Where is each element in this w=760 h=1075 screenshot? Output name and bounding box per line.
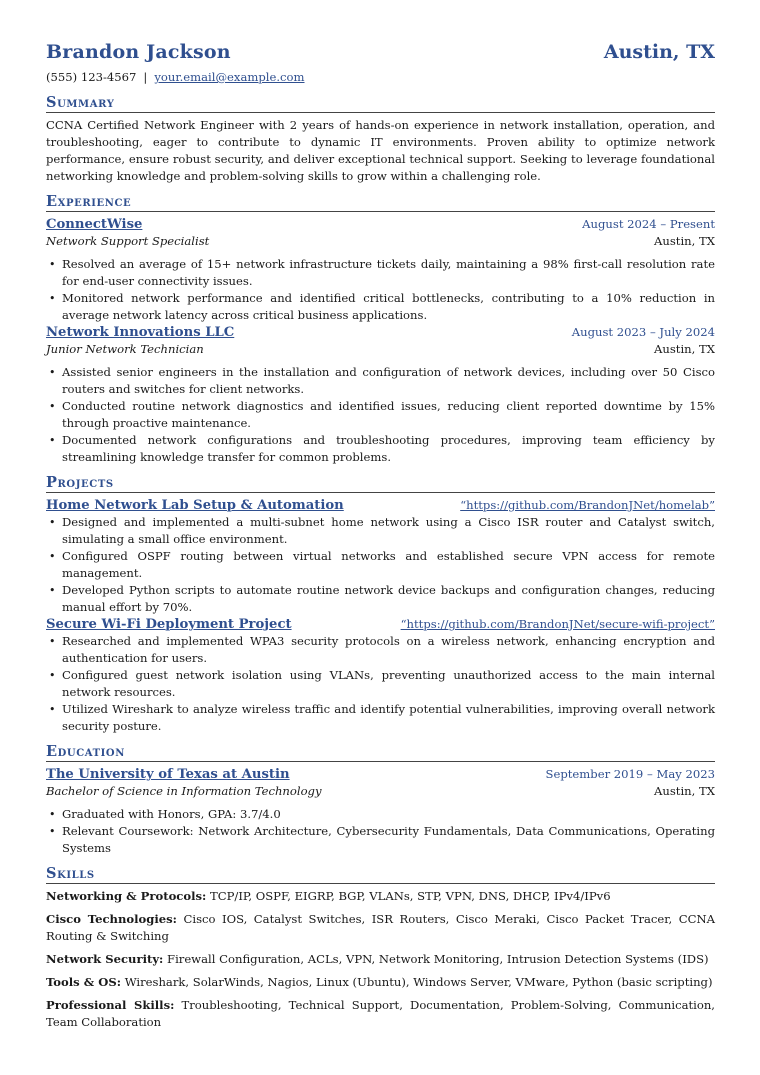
bullet-list [46, 514, 715, 616]
skill-values: Firewall Configuration, ACLs, VPN, Network Monitoring, Intrusion Detection Systems (IDS) [167, 952, 709, 966]
list-item: • Utilized Wireshark to analyze wireless traffic and identify potential vulnerabilities, improving overall network security posture. [46, 701, 715, 735]
list-item: • Developed Python scripts to automate routine network device backups and configuration changes, reducing manual effort by 70%. [46, 582, 715, 616]
project-entry-header [46, 497, 715, 514]
skill-row [46, 974, 715, 991]
bullet-list [46, 256, 715, 324]
contact-line [46, 69, 715, 86]
skill-category: Cisco Technologies: [46, 912, 177, 926]
school-name[interactable]: The University of Texas at Austin [46, 767, 290, 782]
project-link[interactable]: “https://github.com/BrandonJNet/secure-wifi-project” [400, 617, 715, 631]
skill-row [46, 911, 715, 945]
bullet-list [46, 633, 715, 735]
skill-row [46, 888, 715, 905]
project-entry [46, 497, 715, 616]
list-item: • Researched and implemented WPA3 security protocols on a wireless network, enhancing encryption and authentication for users. [46, 633, 715, 667]
skill-values: Cisco IOS, Catalyst Switches, ISR Routers, Cisco Meraki, Cisco Packet Tracer, CCNA Routing & Switching [46, 912, 715, 943]
education-entry-header [46, 766, 715, 783]
job-title: Junior Network Technician [46, 342, 204, 356]
header-location: Austin, TX [603, 41, 715, 63]
school-location: Austin, TX [654, 784, 715, 798]
project-entry-header [46, 616, 715, 633]
list-item: • Configured guest network isolation using VLANs, preventing unauthorized access to the main internal network resources. [46, 667, 715, 701]
list-item: • Conducted routine network diagnostics and identified issues, reducing client reported downtime by 15% through proactive maintenance. [46, 398, 715, 432]
list-item: • Documented network configurations and troubleshooting procedures, improving team efficiency by streamlining knowledge transfer for common problems. [46, 432, 715, 466]
project-entry [46, 616, 715, 735]
experience-entry-header [46, 216, 715, 233]
list-item: • Assisted senior engineers in the installation and configuration of network devices, including over 50 Cisco routers and switches for client networks. [46, 364, 715, 398]
experience-entry-subheader [46, 341, 715, 358]
project-link[interactable]: “https://github.com/BrandonJNet/homelab” [460, 498, 715, 512]
job-title: Network Support Specialist [46, 234, 210, 248]
skill-values: Troubleshooting, Technical Support, Documentation, Problem-Solving, Communication, Team Collaboration [46, 998, 715, 1029]
skill-row [46, 951, 715, 968]
education-entry [46, 766, 715, 857]
list-item: • Resolved an average of 15+ network infrastructure tickets daily, maintaining a 98% first-call resolution rate for end-user connectivity issues. [46, 256, 715, 290]
phone-number: (555) 123-4567 [46, 70, 137, 84]
job-location: Austin, TX [654, 342, 715, 356]
education-entry-subheader [46, 783, 715, 800]
job-location: Austin, TX [654, 234, 715, 248]
list-item: • Graduated with Honors, GPA: 3.7/4.0 [46, 806, 715, 823]
project-title[interactable]: Secure Wi-Fi Deployment Project [46, 617, 292, 632]
skill-values: TCP/IP, OSPF, EIGRP, BGP, VLANs, STP, VPN, DNS, DHCP, IPv4/IPv6 [210, 889, 611, 903]
list-item: • Relevant Coursework: Network Architecture, Cybersecurity Fundamentals, Data Communications, Operating Systems [46, 823, 715, 857]
skill-category: Networking & Protocols: [46, 889, 207, 903]
resume-page [46, 40, 715, 1037]
project-title[interactable]: Home Network Lab Setup & Automation [46, 498, 344, 513]
section-title-projects: Projects [46, 474, 715, 493]
email-link[interactable]: your.email@example.com [154, 70, 305, 84]
employment-dates: August 2024 – Present [582, 217, 715, 231]
skill-category: Professional Skills: [46, 998, 175, 1012]
education-dates: September 2019 – May 2023 [545, 767, 715, 781]
resume-header [46, 40, 715, 64]
summary-text: CCNA Certified Network Engineer with 2 years of hands-on experience in network installation, operation, and troubleshooting, eager to contribute to dynamic IT environments. Proven ability to optimize network performance, ensure robust security, and deliver exceptional technical support. Seeking to leverage foundational networking knowledge and problem-solving skills to grow within a challenging role. [46, 118, 715, 183]
degree-name: Bachelor of Science in Information Technology [46, 784, 322, 798]
employer-name[interactable]: ConnectWise [46, 217, 143, 232]
contact-separator: | [143, 70, 148, 84]
section-title-education: Education [46, 743, 715, 762]
skill-category: Tools & OS: [46, 975, 121, 989]
list-item: • Designed and implemented a multi-subnet home network using a Cisco ISR router and Catalyst switch, simulating a small office environment. [46, 514, 715, 548]
skill-values: Wireshark, SolarWinds, Nagios, Linux (Ubuntu), Windows Server, VMware, Python (basic scripting) [124, 975, 713, 989]
employer-name[interactable]: Network Innovations LLC [46, 325, 235, 340]
employment-dates: August 2023 – July 2024 [571, 325, 715, 339]
section-title-summary: Summary [46, 94, 715, 113]
list-item: • Monitored network performance and identified critical bottlenecks, contributing to a 10% reduction in average network latency across critical business applications. [46, 290, 715, 324]
experience-entry [46, 216, 715, 324]
experience-entry [46, 324, 715, 466]
experience-entry-subheader [46, 233, 715, 250]
skill-row [46, 997, 715, 1031]
bullet-list [46, 806, 715, 857]
candidate-name: Brandon Jackson [46, 41, 231, 63]
bullet-list [46, 364, 715, 466]
skill-category: Network Security: [46, 952, 164, 966]
list-item: • Configured OSPF routing between virtual networks and established secure VPN access for remote management. [46, 548, 715, 582]
section-title-skills: Skills [46, 865, 715, 884]
experience-entry-header [46, 324, 715, 341]
section-title-experience: Experience [46, 193, 715, 212]
